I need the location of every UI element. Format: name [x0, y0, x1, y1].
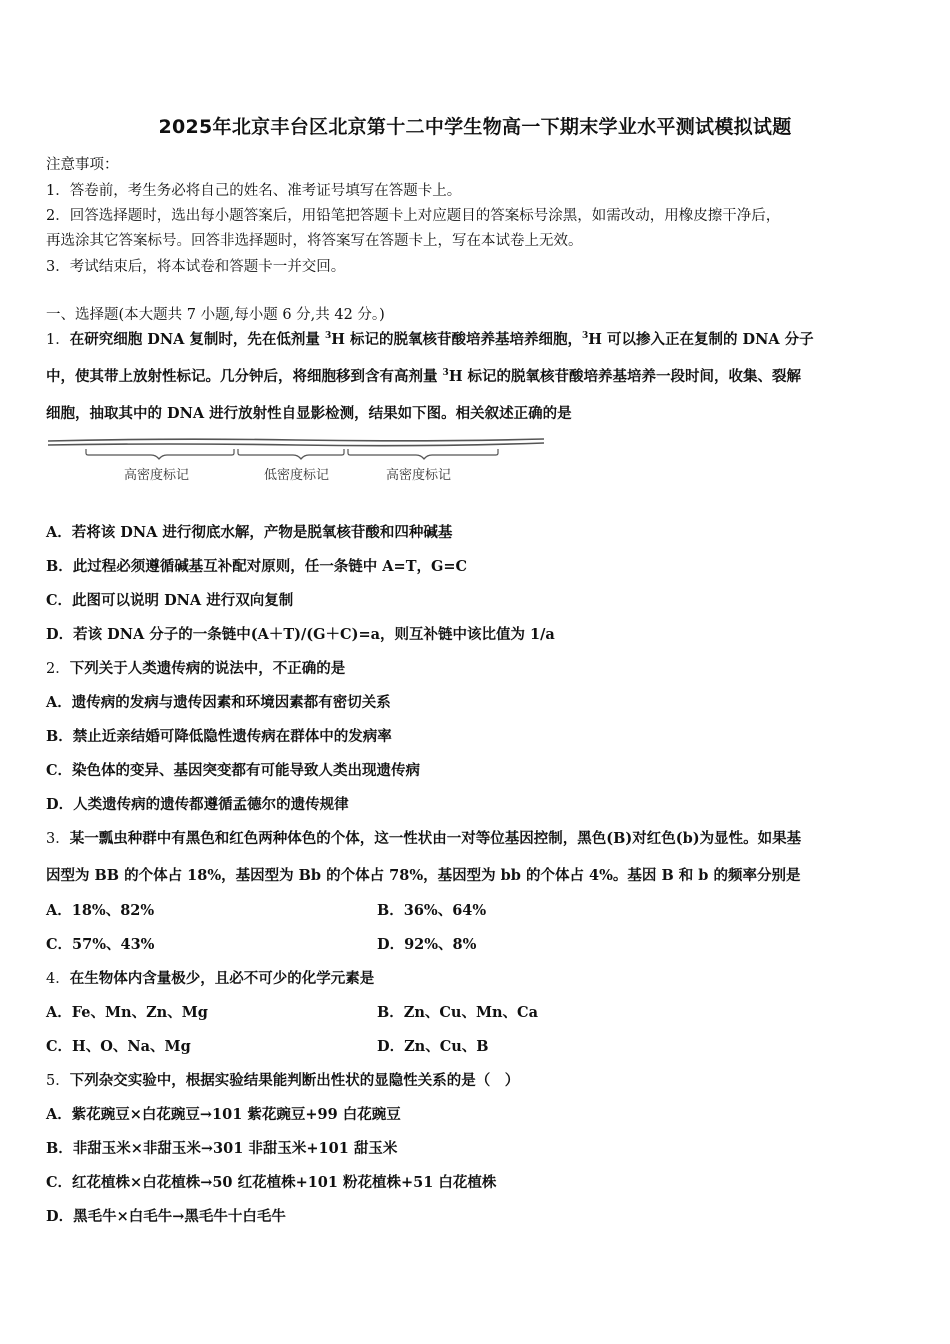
question-4-stem: 4．在生物体内含量极少，且必不可少的化学元素是: [46, 970, 375, 987]
question-1-line-3: 细胞，抽取其中的 DNA 进行放射性自显影检测，结果如下图。相关叙述正确的是: [46, 405, 572, 422]
notice-item-2-cont: 再选涂其它答案标号。回答非选择题时，将答案写在答题卡上，写在本试卷上无效。: [46, 233, 583, 249]
question-4-option-a: A．Fe、Mn、Zn、Mg: [46, 1004, 208, 1021]
figure-label-low-density: 低密度标记: [264, 468, 330, 483]
brace-low-density: [238, 449, 344, 459]
question-2-number: 2．: [46, 661, 70, 677]
question-1-option-a: A．若将该 DNA 进行彻底水解，产物是脱氧核苷酸和四种碱基: [46, 524, 453, 541]
question-3-option-a: A．18%、82%: [46, 902, 155, 919]
question-3-option-b: B．36%、64%: [377, 902, 487, 919]
dna-replication-figure: [46, 433, 546, 485]
notice-heading: 注意事项：: [46, 157, 119, 173]
question-3-option-d: D．92%、8%: [377, 936, 477, 953]
dna-strand-diagram: [46, 433, 546, 463]
question-1-option-b: B．此过程必须遵循碱基互补配对原则，任一条链中 A=T，G=C: [46, 558, 468, 575]
question-4-option-c: C．H、O、Na、Mg: [46, 1038, 191, 1055]
question-4-option-b: B．Zn、Cu、Mn、Ca: [377, 1004, 538, 1021]
question-1-option-d: D．若该 DNA 分子的一条链中(A＋T)/(G＋C)=a，则互补链中该比值为 1/a: [46, 626, 555, 643]
question-5-option-d: D．黑毛牛×白毛牛→黑毛牛十白毛牛: [46, 1208, 286, 1225]
question-2-option-b: B．禁止近亲结婚可降低隐性遗传病在群体中的发病率: [46, 728, 392, 745]
question-2-option-c: C．染色体的变异、基因突变都有可能导致人类出现遗传病: [46, 762, 421, 779]
question-3-line-2: 因型为 BB 的个体占 18%，基因型为 Bb 的个体占 78%，基因型为 bb 的个体占 4%。基因 B 和 b 的频率分别是: [46, 867, 801, 884]
question-1-line-1: 1．在研究细胞 DNA 复制时，先在低剂量 $^3$H 标记的脱氧核苷酸培养基培养细胞，$^3$H 可以掺入正在复制的 DNA 分子: [46, 331, 814, 348]
page-title: 2025年北京丰台区北京第十二中学生物高一下期末学业水平测试模拟试题: [158, 116, 792, 138]
question-5-option-b: B．非甜玉米×非甜玉米→301 非甜玉米+101 甜玉米: [46, 1140, 398, 1157]
question-2-option-a: A．遗传病的发病与遗传因素和环境因素都有密切关系: [46, 694, 391, 711]
notice-item-2: 2．回答选择题时，选出每小题答案后，用铅笔把答题卡上对应题目的答案标号涂黑，如需改动，用橡皮擦干净后，: [46, 208, 781, 224]
question-3-number: 3．: [46, 831, 70, 847]
brace-high-density-left: [86, 449, 234, 459]
notice-item-1: 1．答卷前，考生务必将自己的姓名、准考证号填写在答题卡上。: [46, 183, 462, 199]
question-2-option-d: D．人类遗传病的遗传都遵循孟德尔的遗传规律: [46, 796, 349, 813]
question-3-option-c: C．57%、43%: [46, 936, 155, 953]
figure-label-high-density-left: 高密度标记: [124, 468, 190, 483]
question-5-option-c: C．红花植株×白花植株→50 红花植株+101 粉花植株+51 白花植株: [46, 1174, 497, 1191]
question-1-option-c: C．此图可以说明 DNA 进行双向复制: [46, 592, 294, 609]
question-2-stem: 2．下列关于人类遗传病的说法中，不正确的是: [46, 660, 346, 677]
dna-strand-lower: [48, 443, 544, 446]
question-5-option-a: A．紫花豌豆×白花豌豆→101 紫花豌豆+99 白花豌豆: [46, 1106, 401, 1123]
figure-label-high-density-right: 高密度标记: [386, 468, 452, 483]
question-4-number: 4．: [46, 971, 70, 987]
question-4-option-d: D．Zn、Cu、B: [377, 1038, 489, 1055]
notice-item-3: 3．考试结束后，将本试卷和答题卡一并交回。: [46, 259, 346, 275]
question-5-stem: 5．下列杂交实验中，根据实验结果能判断出性状的显隐性关系的是（ ）: [46, 1072, 520, 1089]
dna-strand-upper: [48, 439, 544, 441]
question-5-number: 5．: [46, 1073, 70, 1089]
brace-high-density-right: [348, 449, 498, 459]
question-1-number: 1．: [46, 332, 70, 348]
question-3-line-1: 3．某一瓢虫种群中有黑色和红色两种体色的个体，这一性状由一对等位基因控制，黑色(B)对红色(b)为显性。如果基: [46, 830, 802, 847]
section-heading: 一、选择题(本大题共 7 小题,每小题 6 分,共 42 分。): [46, 307, 385, 323]
question-1-line-2: 中，使其带上放射性标记。几分钟后，将细胞移到含有高剂量 $^3$H 标记的脱氧核苷酸培养基培养一段时间，收集、裂解: [46, 368, 802, 385]
